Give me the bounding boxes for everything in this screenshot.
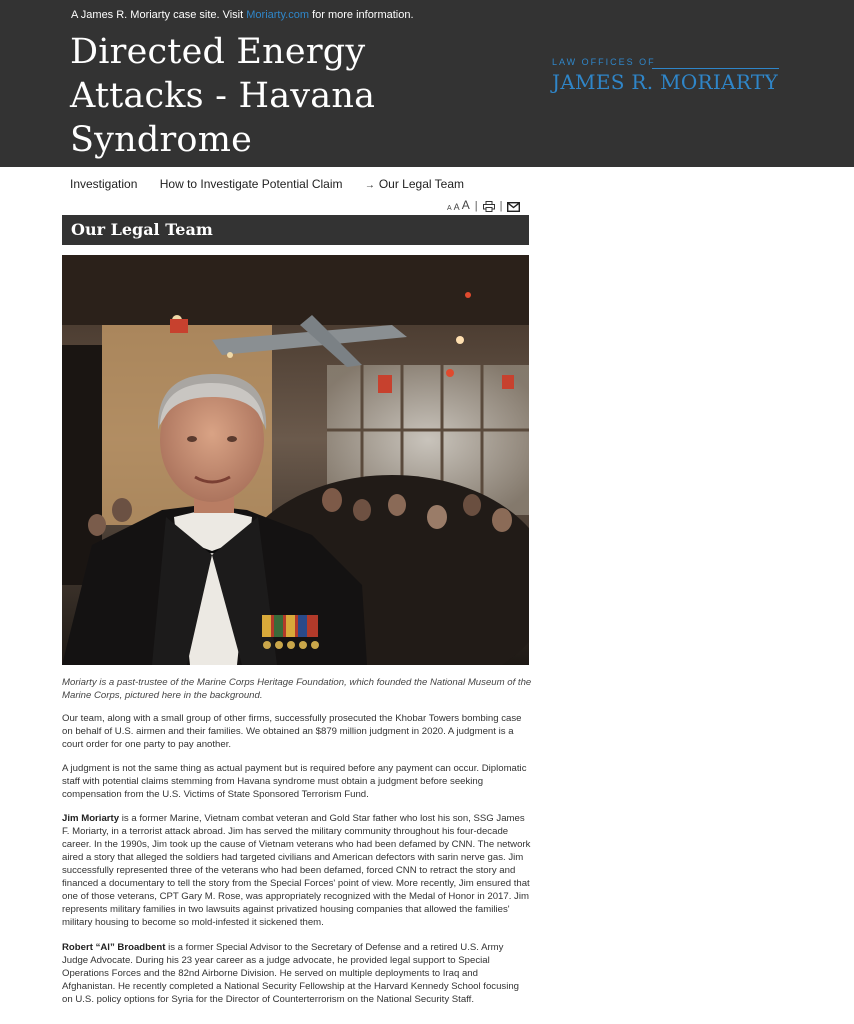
header-note: [71, 9, 414, 21]
paragraph-judgment: A judgment is not the same thing as actual payment but is required before any payment can occur. Diplomatic staff with potential claims stemming from Havana syndrome must obtain a judgment before seeking compensation from the U.S. Victims of State Sponsored Terrorism Fund.: [62, 763, 527, 800]
page-tools: [447, 198, 520, 212]
logo-rule: [652, 68, 779, 69]
main-nav: [70, 177, 483, 191]
jim-moriarty-name: Jim Moriarty: [62, 813, 120, 824]
nav-item-how-to-investigate[interactable]: How to Investigate Potential Claim: [159, 177, 343, 191]
tools-separator: |: [474, 200, 478, 212]
site-header: [0, 0, 854, 167]
header-note-suffix: for more information.: [312, 9, 414, 21]
al-broadbent-bio: is a former Special Advisor to the Secretary of Defense and a retired U.S. Army Judge Advocate. During his 23 year career as a judge advocate, he provided legal support to Special Operations Forces and the 82nd Airborne Division. He served on multiple deployments to Iraq and Afghanistan. He recently completed a National Security Fellowship at the Harvard Kennedy School focusing on U.S. policy options for Syria for the Director of Counterterrorism on the National Security Staff.: [62, 942, 520, 1005]
site-title[interactable]: Directed Energy Attacks - Havana Syndrome: [70, 32, 376, 160]
al-broadbent-name: Robert “Al” Broadbent: [62, 942, 166, 953]
paragraph-al-broadbent: [62, 941, 532, 1006]
font-size-medium-button[interactable]: A: [453, 202, 460, 212]
header-note-prefix: A James R. Moriarty case site. Visit: [71, 9, 244, 21]
moriarty-link[interactable]: Moriarty.com: [246, 9, 309, 21]
font-size-small-button[interactable]: A: [447, 205, 452, 212]
paragraph-jim-moriarty: [62, 812, 532, 929]
paragraph-khobar-towers: Our team, along with a small group of other firms, successfully prosecuted the Khobar Towers bombing case on behalf of U.S. airmen and their families. We obtained an $879 million judgment in 2020. A judgment is a court order for one party to pay another.: [62, 713, 522, 750]
logo-small-text: LAW OFFICES OF: [552, 57, 656, 67]
logo-name-text: JAMES R. MORIARTY: [552, 70, 778, 94]
envelope-icon[interactable]: [507, 202, 520, 212]
section-title: Our Legal Team: [71, 220, 213, 239]
section-heading-bar: [62, 215, 529, 245]
law-offices-logo[interactable]: [552, 57, 784, 94]
printer-icon[interactable]: [483, 201, 495, 212]
photo-caption: Moriarty is a past-trustee of the Marine Corps Heritage Foundation, which founded the National Museum of the Marine Corps, pictured here in the background.: [62, 677, 532, 701]
current-arrow-icon: →: [364, 180, 375, 191]
tools-separator-2: |: [499, 200, 503, 212]
nav-item-investigation[interactable]: Investigation: [70, 177, 138, 191]
font-size-large-button[interactable]: A: [461, 198, 470, 212]
team-photo: [62, 255, 529, 665]
jim-moriarty-bio: is a former Marine, Vietnam combat veteran and Gold Star father who lost his son, SSG James F. Moriarty, in a terrorist attack abroad. Jim has served the military community throughout his four-decade career. In the 1990s, Jim took up the cause of Vietnam veterans who had been defamed by CNN. The network aired a story that alleged the soldiers had targeted civilians and American defectors with sarin nerve gas. Jim successfully represented three of the veterans who had been defamed, forced CNN to retract the story and financed a documentary to tell the story from the Special Forces' point of view. More recently, Jim ensured that one of those veterans, CPT Gary M. Rose, was appropriately recognized with the Medal of Honor in 2017. Jim represents military families in two lawsuits against privatized housing companies that allowed the families' military housing to become so mold-infested it sickened them.: [62, 813, 531, 928]
nav-item-our-legal-team[interactable]: Our Legal Team: [378, 177, 465, 191]
team-photo-image: [62, 255, 529, 665]
